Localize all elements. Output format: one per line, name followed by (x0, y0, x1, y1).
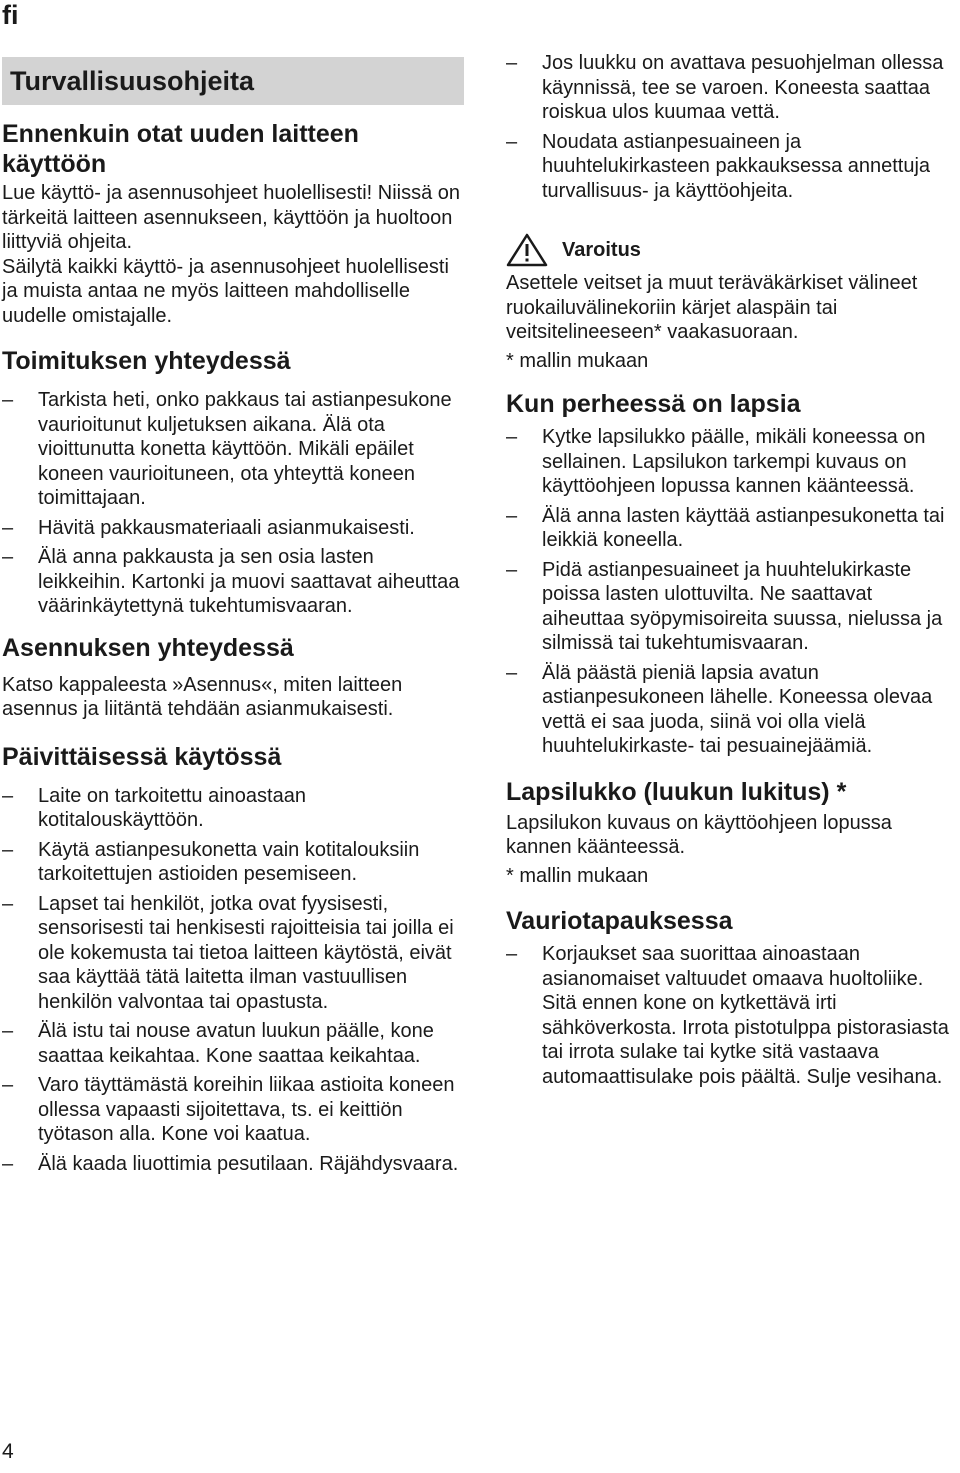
page-number: 4 (2, 1440, 14, 1463)
heading-damage: Vauriotapauksessa (506, 907, 733, 935)
delivery-list (2, 388, 464, 619)
list-item: – Älä päästä pieniä lapsia avatun astianpesukoneen lähelle. Koneessa olevaa vettä ei saa juoda, siinä voi olla vielä huuhtelukirkaste- tai pesuainejäämiä. (506, 661, 958, 759)
continued-list (506, 51, 958, 203)
list-item: – Korjaukset saa suorittaa ainoastaan asianomaiset valtuudet omaava huoltoliike. Sitä ennen kone on kytkettävä irti sähköverkosta. Irrota pistotulppa pistorasiasta tai irrota sulake tai kytke sitä vastaava automaattisulake pois päältä. Sulje vesihana. (506, 942, 958, 1089)
damage-list (506, 942, 958, 1089)
daily-use-list (2, 784, 464, 1177)
heading-delivery: Toimituksen yhteydessä (2, 347, 291, 375)
language-code: fi (2, 0, 19, 30)
list-item: – Älä istu tai nouse avatun luukun päälle, kone saattaa keikahtaa. Kone saattaa keikahtaa. (2, 1019, 464, 1068)
list-item: – Älä anna pakkausta ja sen osia lasten leikkeihin. Kartonki ja muovi saattavat aiheuttaa väärinkäytettynä tukehtumisvaaran. (2, 545, 464, 619)
list-item: – Jos luukku on avattava pesuohjelman ollessa käynnissä, tee se varoen. Koneesta saattaa roiskua ulos kuumaa vettä. (506, 51, 958, 125)
list-item: – Varo täyttämästä koreihin liikaa astioita koneen ollessa vapaasti sijoitettava, ts. ei keittiön työtason alla. Kone voi kaatua. (2, 1073, 464, 1147)
list-item: – Älä kaada liuottimia pesutilaan. Räjähdysvaara. (2, 1152, 464, 1177)
heading-before-use: Ennenkuin otat uuden laitteen käyttöön (2, 120, 359, 178)
paragraph-keep-instructions: Säilytä kaikki käyttö- ja asennusohjeet huolellisesti ja muista antaa ne myös laitteen mahdolliselle uudelle omistajalle. (2, 255, 449, 327)
warning-text: Asettele veitset ja muut teräväkärkiset välineet ruokailuvälinekoriin kärjet alaspäin tai veitsitelineeseen* vaakasuoraan. (506, 272, 918, 343)
paragraph-child-lock: Lapsilukon kuvaus on käyttöohjeen lopussa kannen käänteessä. (506, 811, 892, 858)
list-item: – Laite on tarkoitettu ainoastaan kotitalouskäyttöön. (2, 784, 464, 833)
list-item: – Kytke lapsilukko päälle, mikäli koneessa on sellainen. Lapsilukon tarkempi kuvaus on käyttöohjeen lopussa kannen käänteessä. (506, 425, 958, 499)
list-item: – Käytä astianpesukonetta vain kotitalouksiin tarkoitettujen astioiden pesemiseen. (2, 838, 464, 887)
heading-children: Kun perheessä on lapsia (506, 390, 801, 418)
list-item: – Älä anna lasten käyttää astianpesukonetta tai leikkiä koneella. (506, 504, 958, 553)
warning-label: Varoitus (562, 238, 641, 261)
paragraph-read-instructions: Lue käyttö- ja asennusohjeet huolellisesti! Niissä on tärkeitä laitteen asennukseen, käyttöön ja huoltoon liittyviä ohjeita. (2, 182, 461, 253)
list-item: – Lapset tai henkilöt, jotka ovat fyysisesti, sensorisesti tai henkisesti rajoitteisia tai joilla ei ole kokemusta tai tietoa laitteen käytöstä, eivät saa käyttää tätä laitetta ilman vastuullisen henkilön valvontaa tai opastusta. (2, 892, 464, 1015)
list-item: – Hävitä pakkausmateriaali asianmukaisesti. (2, 516, 464, 541)
warning-triangle-icon (506, 233, 548, 267)
left-column (2, 54, 464, 1181)
list-item: – Noudata astianpesuaineen ja huuhtelukirkasteen pakkauksessa annettuja turvallisuus- ja käyttöohjeita. (506, 130, 958, 204)
list-item: – Tarkista heti, onko pakkaus tai astianpesukone vaurioitunut kuljetuksen aikana. Älä ota vioittunutta konetta käyttöön. Mikäli epäilet koneen vaurioituneen, ota yhteyttä koneen toimittajaan. (2, 388, 464, 511)
paragraph-installation: Katso kappaleesta »Asennus«, miten laitteen asennus ja liitäntä tehdään asianmukaisesti. (2, 673, 403, 720)
heading-daily-use: Päivittäisessä käytössä (2, 742, 282, 771)
heading-installation: Asennuksen yhteydessä (2, 633, 294, 662)
warning-heading (506, 233, 958, 267)
section-title-bar: Turvallisuusohjeita (2, 57, 464, 105)
child-lock-footnote: * mallin mukaan (506, 864, 649, 887)
list-item: – Pidä astianpesuaineet ja huuhtelukirkaste poissa lasten ulottuvilta. Ne saattavat aiheuttaa syöpymisoireita suussa, nielussa ja silmissä tai tukehtumisvaaran. (506, 558, 958, 656)
right-column (506, 51, 958, 1094)
heading-child-lock: Lapsilukko (luukun lukitus) * (506, 777, 847, 806)
children-list (506, 425, 958, 759)
warning-footnote: * mallin mukaan (506, 349, 649, 372)
